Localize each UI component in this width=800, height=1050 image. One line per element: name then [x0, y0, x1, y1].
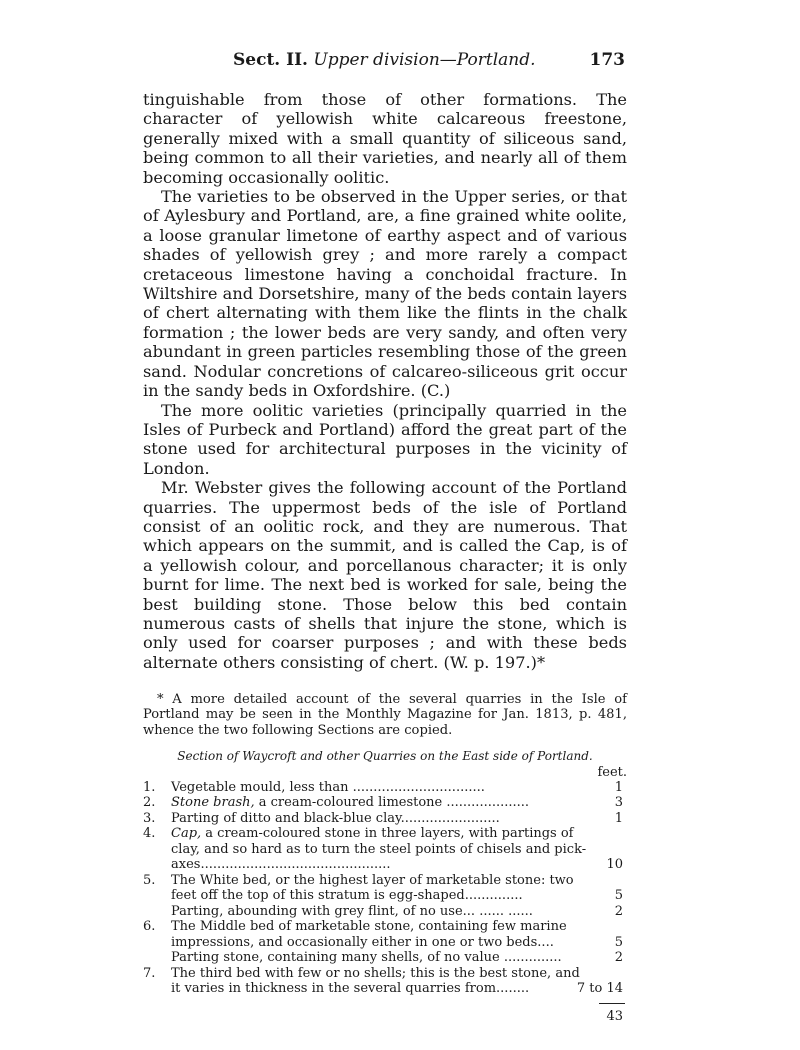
row-number: 3. [143, 810, 156, 826]
row-value: 2 [614, 903, 623, 919]
row-value: 5 [614, 888, 623, 904]
row-description [171, 826, 587, 873]
strata-row [143, 966, 627, 997]
paragraph: tinguishable from those of other formations. The character of yellowish white calcareous freestone, generally mixed with a small quantity of siliceous sand, being common to all their varieties, and nearly all of them becoming occasionally oolitic. [143, 90, 627, 187]
row-number: 4. [143, 826, 156, 842]
row-text: a cream-coloured limestone .................... [254, 795, 530, 811]
strata-row [143, 826, 627, 873]
book-page [143, 50, 627, 1024]
row-number: 6. [143, 919, 156, 935]
page-number: 173 [589, 50, 625, 70]
paragraph: The varieties to be observed in the Upper series, or that of Aylesbury and Portland, are, a fine grained white oolite, a loose granular limetone of earthy aspect and of various shades of yellowish grey ; and more rarely a compact cretaceous limestone having a conchoidal fracture. In Wiltshire and Dorsetshire, many of the beds contain layers of chert alternating with them like the flints in the chalk formation ; the lower beds are very sandy, and often very abundant in green particles resembling those of the green sand. Nodular concretions of calcareo-siliceous grit occur in the sandy beds in Oxfordshire. (C.) [143, 187, 627, 401]
row-value: 1 [614, 810, 623, 826]
strata-row [143, 811, 627, 827]
section-heading [233, 50, 536, 70]
row-description [171, 950, 587, 966]
running-header [143, 50, 627, 76]
row-number: 5. [143, 872, 156, 888]
footnote-text: * A more detailed account of the several quarries in the Isle of Portland may be seen in the Monthly Magazine for Jan. 1813, p. 481, whence the two following Sections are copied. [143, 692, 627, 738]
row-text: The White bed, or the highest layer of marketable stone: two feet off the top of this stratum is egg-shaped.............. [171, 872, 574, 904]
unit-label: feet. [597, 764, 627, 780]
row-number: 7. [143, 965, 156, 981]
strata-row [143, 904, 627, 920]
row-text: Parting of ditto and black-blue clay........................ [171, 810, 500, 826]
row-description [171, 904, 587, 920]
row-description [171, 966, 587, 997]
row-value: 5 [614, 934, 623, 950]
row-text: The Middle bed of marketable stone, containing few marine impressions, and occasionally either in one or two beds.... [171, 919, 567, 950]
strata-row [143, 780, 627, 796]
row-description [171, 873, 587, 904]
section-table-title: Section of Waycroft and other Quarries on the East side of Portland. [177, 748, 593, 763]
strata-row [143, 873, 627, 904]
strata-row [143, 919, 627, 950]
sum-rule [599, 1003, 625, 1004]
row-description [171, 780, 587, 796]
row-text: Vegetable mould, less than ................................ [171, 779, 485, 795]
row-value: 10 [606, 857, 623, 873]
footnote [143, 692, 627, 738]
strata-row [143, 795, 627, 811]
row-number: 1. [143, 779, 156, 795]
total-value: 43 [606, 1008, 623, 1024]
row-lead: Cap, [171, 826, 202, 842]
row-text: Parting stone, containing many shells, of no value .............. [171, 950, 562, 966]
strata-row [143, 950, 627, 966]
row-number: 2. [143, 795, 156, 811]
row-value: 3 [614, 795, 623, 811]
row-description [171, 795, 587, 811]
section-number: Sect. II. [233, 50, 308, 70]
row-description [171, 919, 587, 950]
row-value: 7 to 14 [576, 981, 623, 997]
row-text: Parting, abounding with grey flint, of no use... ...... ...... [171, 903, 533, 919]
row-value: 1 [614, 779, 623, 795]
row-description [171, 811, 587, 827]
paragraph: The more oolitic varieties (principally quarried in the Isles of Purbeck and Portland) afford the great part of the stone used for architectural purposes in the vicinity of London. [143, 400, 627, 478]
row-text: a cream-coloured stone in three layers, with partings of clay, and so hard as to turn the steel points of chisels and pick-axes.............................................. [171, 826, 587, 873]
row-lead: Stone brash, [171, 795, 255, 811]
body-text [143, 90, 627, 672]
section-title: Upper division—Portland. [313, 50, 536, 70]
row-value: 2 [614, 950, 623, 966]
row-text: The third bed with few or no shells; this is the best stone, and it varies in thickness in the several quarries from........ [171, 965, 580, 997]
strata-list [143, 780, 627, 997]
paragraph: Mr. Webster gives the following account of the Portland quarries. The uppermost beds of the isle of Portland consist of an oolitic rock, and they are numerous. That which appears on the summit, and is called the Cap, is of a yellowish colour, and porcellanous character; it is only burnt for lime. The next bed is worked for sale, being the best building stone. Those below this bed contain numerous casts of shells that injure the stone, which is only used for coarser purposes ; and with these beds alternate others consisting of chert. (W. p. 197.)* [143, 478, 627, 672]
